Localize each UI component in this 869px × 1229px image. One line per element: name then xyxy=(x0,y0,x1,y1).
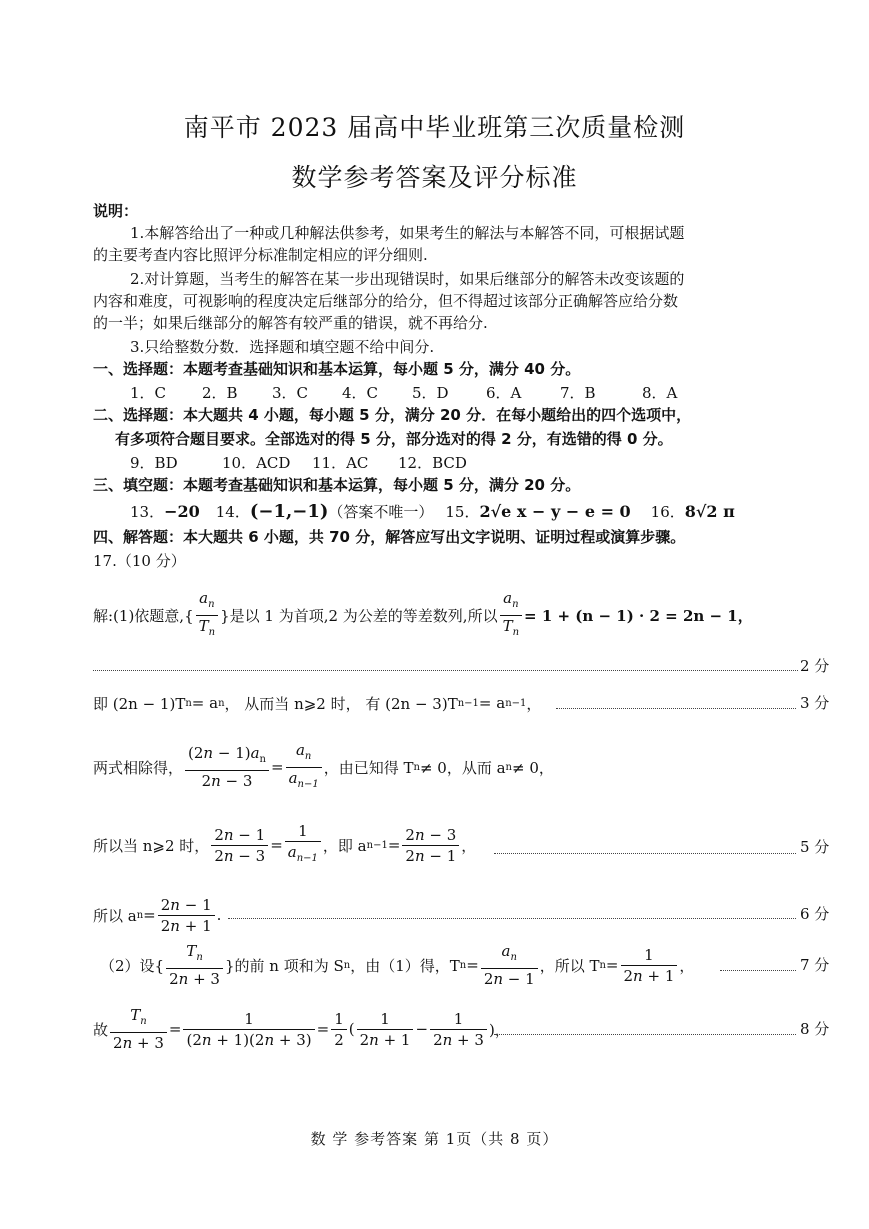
solution-line-2-e: ， xyxy=(526,694,542,713)
fraction-half: $\frac{1}{2}$ xyxy=(331,1009,347,1050)
solution-line-5-a: 所以 a xyxy=(93,906,137,925)
solution-line-4-a: 所以当 n⩾2 时， xyxy=(93,836,210,855)
fraction-ratio-2: $\frac{a_n}{a_{n-1}}$ xyxy=(286,740,322,795)
page-footer: 数 学 参考答案 第 1页（共 8 页） xyxy=(310,1130,559,1148)
solution-line-1-b: }是以 1 为首项,2 为公差的等差数列,所以 xyxy=(220,606,498,625)
notes-heading: 说明： xyxy=(93,202,139,220)
score-7: 7 分 xyxy=(800,956,830,974)
answer-14-label: 14． xyxy=(215,502,250,521)
fraction-tn-2: $\frac{1}{2n + 1}$ xyxy=(621,945,678,986)
answer-5: 5．D xyxy=(412,384,449,402)
solution-line-7-b: = xyxy=(168,1020,182,1038)
answer-2: 2．B xyxy=(202,384,238,402)
solution-line-2-a: 即 (2n − 1)T xyxy=(93,694,186,713)
solution-line-3-d: ≠ 0， xyxy=(512,758,554,777)
fraction-an-over-tn: $\frac{a_n}{T_n}$ xyxy=(196,588,218,643)
answer-6: 6．A xyxy=(486,384,522,402)
solution-line-7-c: = xyxy=(316,1020,330,1038)
fraction-term-1: $\frac{1}{2n + 1}$ xyxy=(357,1009,414,1050)
question-17-heading: 17.（10 分） xyxy=(93,552,186,570)
section2-heading-1: 二、选择题：本大题共 4 小题，每小题 5 分，满分 20 分．在每小题给出的四个选项中， xyxy=(93,406,692,424)
page-subtitle: 数学参考答案及评分标准 xyxy=(291,163,578,192)
solution-line-6-d: = xyxy=(466,956,479,974)
section1-answers xyxy=(130,382,677,403)
score-leader-3 xyxy=(556,708,796,709)
fraction-an: $\frac{2n - 1}{2n + 1}$ xyxy=(158,895,215,936)
fraction-ratio-5: $\frac{2n - 3}{2n - 1}$ xyxy=(402,825,459,866)
solution-line-6-f: = xyxy=(605,956,619,974)
fraction-ratio-4: $\frac{1}{a_{n-1}}$ xyxy=(285,821,321,869)
answer-14-note: （答案不唯一） xyxy=(328,502,434,521)
answer-8: 8．A xyxy=(642,384,678,402)
solution-line-5: 所以 a n = $\frac{2n - 1}{2n + 1}$ . xyxy=(93,895,222,935)
score-3: 3 分 xyxy=(800,694,830,712)
answer-15: 2√e x − y − e = 0 xyxy=(479,501,631,521)
solution-line-6-b: }的前 n 项和为 S xyxy=(224,956,344,975)
answer-11: 11．AC xyxy=(312,454,369,472)
note-2a: 2.对计算题，当考生的解答在某一步出现错误时，如果后继部分的解答未改变该题的 xyxy=(130,270,685,288)
section4-heading: 四、解答题：本大题共 6 小题，共 70 分，解答应写出文字说明、证明过程或演算步骤。 xyxy=(93,528,686,546)
solution-line-2-c: ， 从而当 n⩾2 时， 有 (2n − 3)T xyxy=(224,694,458,713)
section2-answers xyxy=(130,452,467,473)
fraction-tn: $\frac{a_n}{2n - 1}$ xyxy=(481,941,538,989)
fraction-an-over-tn-2: $\frac{a_n}{T_n}$ xyxy=(500,588,522,643)
fraction-ratio-3: $\frac{2n - 1}{2n - 3}$ xyxy=(211,825,268,866)
answer-13-label: 13． xyxy=(130,502,165,521)
note-2c: 的一半；如果后继部分的解答有较严重的错误，就不再给分. xyxy=(93,314,488,332)
note-2b: 内容和难度，可视影响的程度决定后继部分的给分，但不得超过该部分正确解答应给分数 xyxy=(93,292,679,310)
solution-line-7-d: ( xyxy=(348,1020,355,1038)
answer-4: 4．C xyxy=(342,384,379,402)
solution-line-5-b: = xyxy=(143,906,156,924)
fraction-tn-sum: $\frac{T_n}{2n + 3}$ xyxy=(110,1005,167,1053)
solution-line-6-c: ，由（1）得，T xyxy=(350,956,460,975)
solution-line-2: 即 (2n − 1)T n = a n ， 从而当 n⩾2 时， 有 (2n − 3)T n−1 = a n−1 ， xyxy=(93,694,542,713)
solution-line-3-b: ，由已知得 T xyxy=(323,758,414,777)
section2-heading-2: 有多项符合题目要求。全部选对的得 5 分，部分选对的得 2 分，有选错的得 0 分。 xyxy=(115,430,673,448)
fraction-product: $\frac{1}{(2n + 1)(2n + 3)}$ xyxy=(183,1009,314,1050)
score-leader-5 xyxy=(494,853,796,854)
solution-line-2-d: = a xyxy=(478,694,506,712)
score-2: 2 分 xyxy=(800,657,830,675)
score-leader-7 xyxy=(720,970,796,971)
section3-heading: 三、填空题：本题考查基础知识和基本运算，每小题 5 分，满分 20 分。 xyxy=(93,476,581,494)
section3-answers xyxy=(130,498,735,524)
answer-15-label: 15． xyxy=(445,502,480,521)
answer-10: 10．ACD xyxy=(222,454,291,472)
fraction-tn-over: $\frac{T_n}{2n + 3}$ xyxy=(166,941,223,989)
answer-9: 9．BD xyxy=(130,454,178,472)
score-6: 6 分 xyxy=(800,905,830,923)
solution-line-6-e: ，所以 T xyxy=(539,956,600,975)
score-8: 8 分 xyxy=(800,1020,830,1038)
answer-1: 1．C xyxy=(130,384,167,402)
solution-line-1-c: = 1 + (n − 1) · 2 = 2n − 1， xyxy=(524,606,753,625)
answer-16-label: 16． xyxy=(650,502,685,521)
answer-14: (−1,−1) xyxy=(249,500,329,522)
answer-12: 12．BCD xyxy=(398,454,467,472)
answer-13: −20 xyxy=(164,501,200,521)
score-leader-2 xyxy=(93,670,798,671)
section1-heading: 一、选择题：本题考查基础知识和基本运算，每小题 5 分，满分 40 分。 xyxy=(93,360,581,378)
page-title: 南平市 2023 届高中毕业班第三次质量检测 xyxy=(183,113,686,142)
score-leader-8 xyxy=(494,1034,796,1035)
fraction-term-2: $\frac{1}{2n + 3}$ xyxy=(430,1009,487,1050)
score-leader-6 xyxy=(228,918,796,919)
solution-line-4: 所以当 n⩾2 时， $\frac{2n - 1}{2n - 3}$ = $\frac{1}{a_{n-1}}$ ，即 a n−1 = $\frac{2n - 3}{2n - 1}$ ， xyxy=(93,820,476,870)
answer-3: 3．C xyxy=(272,384,309,402)
note-1a: 1.本解答给出了一种或几种解法供参考，如果考生的解法与本解答不同，可根据试题 xyxy=(130,224,685,242)
fraction-ratio-1: $\frac{(2n - 1)a_n}{2n - 3}$ xyxy=(185,743,269,791)
note-3: 3.只给整数分数．选择题和填空题不给中间分. xyxy=(130,338,435,356)
solution-line-1-a: 解:(1)依题意,{ xyxy=(93,606,194,625)
solution-line-3-a: 两式相除得， xyxy=(93,758,184,777)
solution-line-7-a: 故 xyxy=(93,1020,109,1039)
solution-line-3-c: ≠ 0，从而 a xyxy=(419,758,506,777)
solution-line-2-b: = a xyxy=(191,694,219,712)
solution-line-3: 两式相除得， $\frac{(2n - 1)a_n}{2n - 3}$ = $\frac{a_n}{a_{n-1}}$ ，由已知得 T n ≠ 0，从而 a n ≠ 0， xyxy=(93,742,554,792)
answer-7: 7．B xyxy=(560,384,596,402)
solution-line-4-b: ，即 a xyxy=(322,836,367,855)
answer-16: 8√2 π xyxy=(684,501,735,521)
solution-line-1 xyxy=(93,590,753,640)
solution-line-6-a: （2）设{ xyxy=(100,956,165,975)
solution-line-4-c: = xyxy=(387,836,401,854)
solution-line-7-f: )， xyxy=(488,1020,510,1039)
solution-line-6: （2）设{ $\frac{T_n}{2n + 3}$ }的前 n 项和为 S n ，由（1）得，T n = $\frac{a_n}{2n - 1}$ ，所以 T n = $\frac{1}{2n + 1}$ ， xyxy=(100,942,695,988)
solution-line-7-e: − xyxy=(415,1020,429,1038)
note-1b: 的主要考查内容比照评分标准制定相应的评分细则. xyxy=(93,246,428,264)
score-5: 5 分 xyxy=(800,838,830,856)
solution-line-7 xyxy=(93,1004,510,1054)
